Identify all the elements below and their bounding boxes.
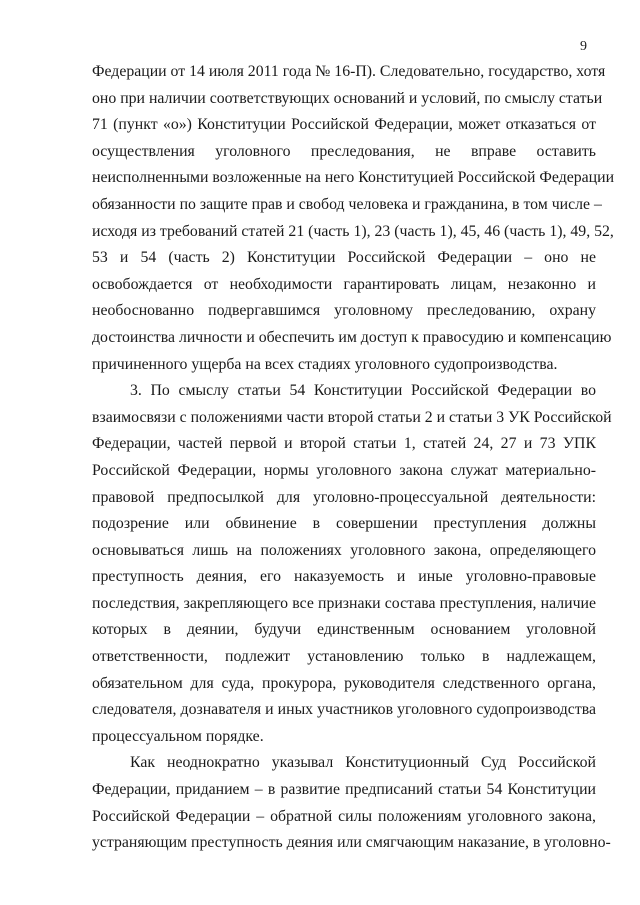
text-line: взаимосвязи с положениями части второй статьи 2 и статьи 3 УК Российской (92, 408, 612, 426)
text-line: Федерации, частей первой и второй статьи 1, статей 24, 27 и 73 УПК (92, 435, 596, 453)
text-line: Федерации, приданием – в развитие предписаний статьи 54 Конституции (92, 781, 596, 799)
text-line: освобождается от необходимости гарантировать лицам, незаконно и (92, 275, 596, 293)
page-number: 9 (580, 39, 587, 54)
text-line: оно при наличии соответствующих оснований и условий, по смыслу статьи (92, 89, 603, 107)
text-line: необоснованно подвергавшимся уголовному преследованию, охрану (92, 302, 596, 320)
text-line: исходя из требований статей 21 (часть 1), 23 (часть 1), 45, 46 (часть 1), 49, 52, (92, 222, 614, 240)
text-line: причиненного ущерба на всех стадиях уголовного судопроизводства. (92, 355, 558, 373)
text-line: подозрение или обвинение в совершении преступления должны (92, 515, 596, 533)
text-line: 53 и 54 (часть 2) Конституции Российской Федерации – оно не (92, 249, 596, 267)
text-line: достоинства личности и обеспечить им доступ к правосудию и компенсацию (92, 328, 612, 346)
text-line: Федерации от 14 июля 2011 года № 16-П). Следовательно, государство, хотя (92, 63, 606, 80)
text-line: 71 (пункт «о») Конституции Российской Федерации, может отказаться от (92, 116, 596, 134)
text-line: Российской Федерации, нормы уголовного закона служат материально- (92, 461, 596, 479)
text-line: процессуальном порядке. (92, 727, 264, 745)
text-line: устраняющим преступность деяния или смягчающим наказание, в уголовно- (92, 834, 611, 852)
paragraph-first-line: Как неоднократно указывал Конституционный Суд Российской (130, 754, 596, 772)
text-line: неисполненными возложенные на него Конституцией Российской Федерации (92, 169, 615, 187)
text-line: последствия, закрепляющего все признаки состава преступления, наличие (92, 594, 596, 612)
text-line: основываться лишь на положениях уголовного закона, определяющего (92, 541, 596, 559)
text-line: правовой предпосылкой для уголовно-процессуальной деятельности: (92, 488, 596, 506)
text-line: которых в деянии, будучи единственным основанием уголовной (92, 621, 596, 639)
text-line: преступность деяния, его наказуемость и иные уголовно-правовые (92, 568, 596, 586)
paragraph-first-line: 3. По смыслу статьи 54 Конституции Российской Федерации во (130, 382, 596, 400)
text-line: ответственности, подлежит установлению только в надлежащем, (92, 648, 596, 666)
text-line: осуществления уголовного преследования, не вправе оставить (92, 142, 596, 160)
text-line: Российской Федерации – обратной силы положениям уголовного закона, (92, 807, 596, 825)
text-line: следователя, дознавателя и иных участников уголовного судопроизводства (92, 701, 596, 719)
text-line: обязанности по защите прав и свобод человека и гражданина, в том числе – (92, 195, 602, 213)
text-line: обязательном для суда, прокурора, руководителя следственного органа, (92, 674, 596, 692)
document-body (92, 59, 615, 857)
